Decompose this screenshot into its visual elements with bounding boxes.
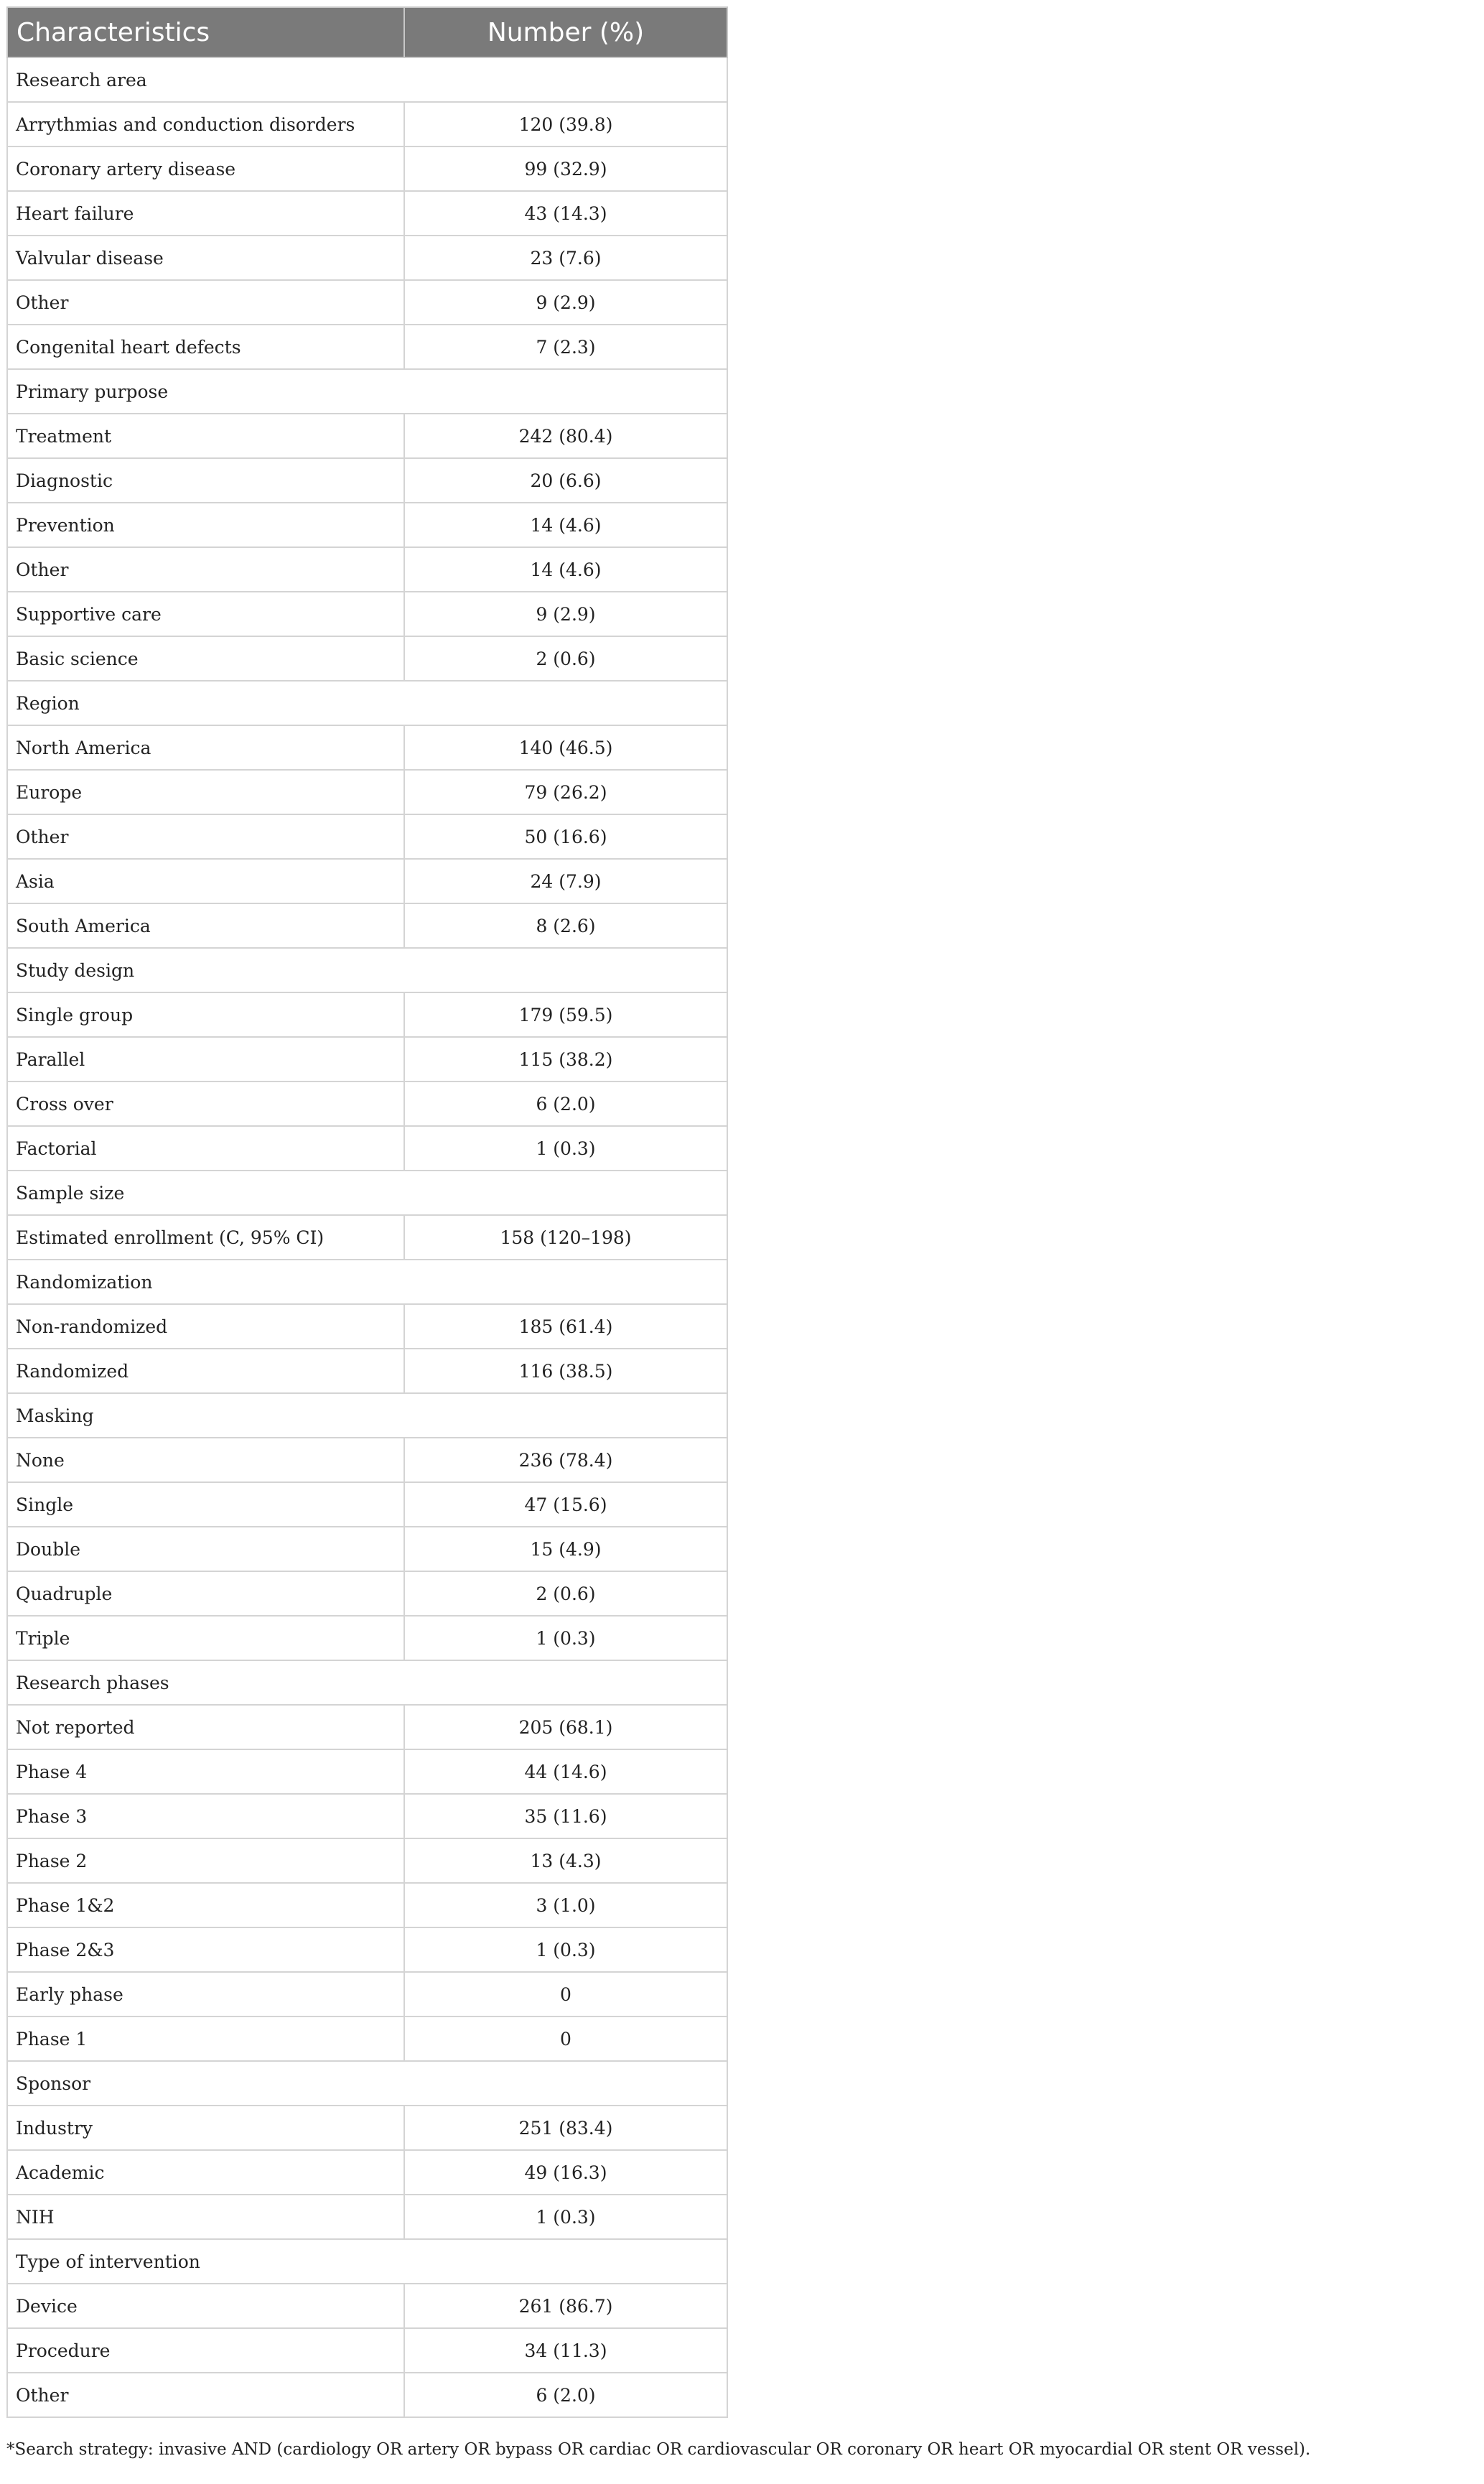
table-body <box>7 57 727 2417</box>
header-characteristics: Characteristics <box>7 7 404 57</box>
section-title: Research area <box>7 57 727 102</box>
number-percent-value: 47 (15.6) <box>404 1482 727 1527</box>
number-percent-value: 35 (11.6) <box>404 1794 727 1838</box>
section-title: Masking <box>7 1393 727 1438</box>
table-row <box>7 325 727 369</box>
number-percent-value: 3 (1.0) <box>404 1883 727 1927</box>
table-row <box>7 859 727 903</box>
characteristic-label: Factorial <box>7 1126 404 1171</box>
table-row <box>7 2328 727 2373</box>
characteristic-label: Coronary artery disease <box>7 146 404 191</box>
number-percent-value: 140 (46.5) <box>404 725 727 770</box>
table-row <box>7 903 727 948</box>
characteristic-label: Supportive care <box>7 592 404 636</box>
number-percent-value: 9 (2.9) <box>404 592 727 636</box>
characteristic-label: Phase 2 <box>7 1838 404 1883</box>
section-row <box>7 1171 727 1215</box>
characteristics-table <box>6 6 728 2418</box>
table-row <box>7 1571 727 1616</box>
table-row <box>7 1126 727 1171</box>
section-title: Region <box>7 681 727 725</box>
number-percent-value: 14 (4.6) <box>404 503 727 547</box>
number-percent-value: 251 (83.4) <box>404 2106 727 2150</box>
number-percent-value: 8 (2.6) <box>404 903 727 948</box>
characteristic-label: Basic science <box>7 636 404 681</box>
table-row <box>7 1616 727 1660</box>
table-row <box>7 414 727 458</box>
section-row <box>7 1660 727 1705</box>
section-row <box>7 369 727 414</box>
number-percent-value: 0 <box>404 2016 727 2061</box>
characteristic-label: Phase 1&2 <box>7 1883 404 1927</box>
section-row <box>7 1393 727 1438</box>
characteristic-label: Other <box>7 814 404 859</box>
section-title: Randomization <box>7 1260 727 1304</box>
table-row <box>7 1705 727 1749</box>
table-row <box>7 1749 727 1794</box>
characteristic-label: Heart failure <box>7 191 404 236</box>
table-row <box>7 503 727 547</box>
number-percent-value: 14 (4.6) <box>404 547 727 592</box>
section-title: Type of intervention <box>7 2239 727 2284</box>
section-title: Sample size <box>7 1171 727 1215</box>
table-header <box>7 7 727 57</box>
table-row <box>7 1304 727 1349</box>
characteristic-label: Phase 4 <box>7 1749 404 1794</box>
number-percent-value: 0 <box>404 1972 727 2016</box>
section-row <box>7 1260 727 1304</box>
number-percent-value: 2 (0.6) <box>404 1571 727 1616</box>
number-percent-value: 2 (0.6) <box>404 636 727 681</box>
characteristic-label: Cross over <box>7 1081 404 1126</box>
section-row <box>7 2061 727 2106</box>
characteristic-label: None <box>7 1438 404 1482</box>
number-percent-value: 99 (32.9) <box>404 146 727 191</box>
table-row <box>7 2150 727 2195</box>
table-row <box>7 814 727 859</box>
characteristic-label: Academic <box>7 2150 404 2195</box>
characteristic-label: Prevention <box>7 503 404 547</box>
section-row <box>7 681 727 725</box>
number-percent-value: 261 (86.7) <box>404 2284 727 2328</box>
table-row <box>7 102 727 146</box>
table-row <box>7 636 727 681</box>
table-row <box>7 280 727 325</box>
number-percent-value: 7 (2.3) <box>404 325 727 369</box>
characteristic-label: Double <box>7 1527 404 1571</box>
characteristic-label: Treatment <box>7 414 404 458</box>
characteristic-label: Phase 2&3 <box>7 1927 404 1972</box>
section-row <box>7 948 727 992</box>
section-title: Research phases <box>7 1660 727 1705</box>
characteristic-label: Phase 1 <box>7 2016 404 2061</box>
number-percent-value: 6 (2.0) <box>404 1081 727 1126</box>
number-percent-value: 185 (61.4) <box>404 1304 727 1349</box>
number-percent-value: 9 (2.9) <box>404 280 727 325</box>
number-percent-value: 50 (16.6) <box>404 814 727 859</box>
characteristic-label: Phase 3 <box>7 1794 404 1838</box>
table-row <box>7 2016 727 2061</box>
number-percent-value: 116 (38.5) <box>404 1349 727 1393</box>
number-percent-value: 120 (39.8) <box>404 102 727 146</box>
number-percent-value: 6 (2.0) <box>404 2373 727 2417</box>
characteristic-label: Congenital heart defects <box>7 325 404 369</box>
characteristic-label: Single <box>7 1482 404 1527</box>
number-percent-value: 242 (80.4) <box>404 414 727 458</box>
characteristic-label: Randomized <box>7 1349 404 1393</box>
characteristic-label: Europe <box>7 770 404 814</box>
characteristic-label: Other <box>7 280 404 325</box>
table-row <box>7 1037 727 1081</box>
number-percent-value: 34 (11.3) <box>404 2328 727 2373</box>
number-percent-value: 1 (0.3) <box>404 2195 727 2239</box>
section-row <box>7 57 727 102</box>
table-row <box>7 191 727 236</box>
table-row <box>7 992 727 1037</box>
table-row <box>7 1927 727 1972</box>
number-percent-value: 179 (59.5) <box>404 992 727 1037</box>
number-percent-value: 205 (68.1) <box>404 1705 727 1749</box>
characteristic-label: Diagnostic <box>7 458 404 503</box>
header-number-percent: Number (%) <box>404 7 727 57</box>
header-row <box>7 7 727 57</box>
number-percent-value: 1 (0.3) <box>404 1927 727 1972</box>
characteristic-label: Triple <box>7 1616 404 1660</box>
table-row <box>7 236 727 280</box>
characteristic-label: Non-randomized <box>7 1304 404 1349</box>
characteristic-label: Procedure <box>7 2328 404 2373</box>
number-percent-value: 24 (7.9) <box>404 859 727 903</box>
characteristic-label: Not reported <box>7 1705 404 1749</box>
number-percent-value: 23 (7.6) <box>404 236 727 280</box>
table-row <box>7 1838 727 1883</box>
characteristic-label: Other <box>7 2373 404 2417</box>
number-percent-value: 1 (0.3) <box>404 1126 727 1171</box>
table-row <box>7 1215 727 1260</box>
table-row <box>7 2106 727 2150</box>
characteristics-table-container <box>6 6 727 2418</box>
table-row <box>7 725 727 770</box>
section-title: Primary purpose <box>7 369 727 414</box>
number-percent-value: 158 (120–198) <box>404 1215 727 1260</box>
number-percent-value: 115 (38.2) <box>404 1037 727 1081</box>
characteristic-label: Device <box>7 2284 404 2328</box>
table-row <box>7 458 727 503</box>
table-row <box>7 1482 727 1527</box>
table-row <box>7 2373 727 2417</box>
table-row <box>7 1349 727 1393</box>
section-row <box>7 2239 727 2284</box>
characteristic-label: Early phase <box>7 1972 404 2016</box>
number-percent-value: 49 (16.3) <box>404 2150 727 2195</box>
characteristic-label: NIH <box>7 2195 404 2239</box>
characteristic-label: Quadruple <box>7 1571 404 1616</box>
table-row <box>7 770 727 814</box>
table-row <box>7 1794 727 1838</box>
table-row <box>7 547 727 592</box>
characteristic-label: Valvular disease <box>7 236 404 280</box>
characteristic-label: Industry <box>7 2106 404 2150</box>
section-title: Sponsor <box>7 2061 727 2106</box>
table-row <box>7 146 727 191</box>
characteristic-label: Single group <box>7 992 404 1037</box>
section-title: Study design <box>7 948 727 992</box>
table-row <box>7 2195 727 2239</box>
table-row <box>7 592 727 636</box>
number-percent-value: 44 (14.6) <box>404 1749 727 1794</box>
table-row <box>7 1081 727 1126</box>
number-percent-value: 1 (0.3) <box>404 1616 727 1660</box>
characteristic-label: Estimated enrollment (C, 95% CI) <box>7 1215 404 1260</box>
characteristic-label: North America <box>7 725 404 770</box>
number-percent-value: 20 (6.6) <box>404 458 727 503</box>
characteristic-label: Parallel <box>7 1037 404 1081</box>
characteristic-label: Other <box>7 547 404 592</box>
table-row <box>7 2284 727 2328</box>
number-percent-value: 79 (26.2) <box>404 770 727 814</box>
characteristic-label: South America <box>7 903 404 948</box>
search-strategy-footnote: *Search strategy: invasive AND (cardiology OR artery OR bypass OR cardiac OR cardiovascular OR coronary OR heart OR myocardial OR stent OR vessel). <box>6 2440 1311 2459</box>
number-percent-value: 236 (78.4) <box>404 1438 727 1482</box>
table-row <box>7 1438 727 1482</box>
characteristic-label: Asia <box>7 859 404 903</box>
table-row <box>7 1527 727 1571</box>
number-percent-value: 43 (14.3) <box>404 191 727 236</box>
table-row <box>7 1972 727 2016</box>
number-percent-value: 13 (4.3) <box>404 1838 727 1883</box>
table-row <box>7 1883 727 1927</box>
number-percent-value: 15 (4.9) <box>404 1527 727 1571</box>
characteristic-label: Arrythmias and conduction disorders <box>7 102 404 146</box>
